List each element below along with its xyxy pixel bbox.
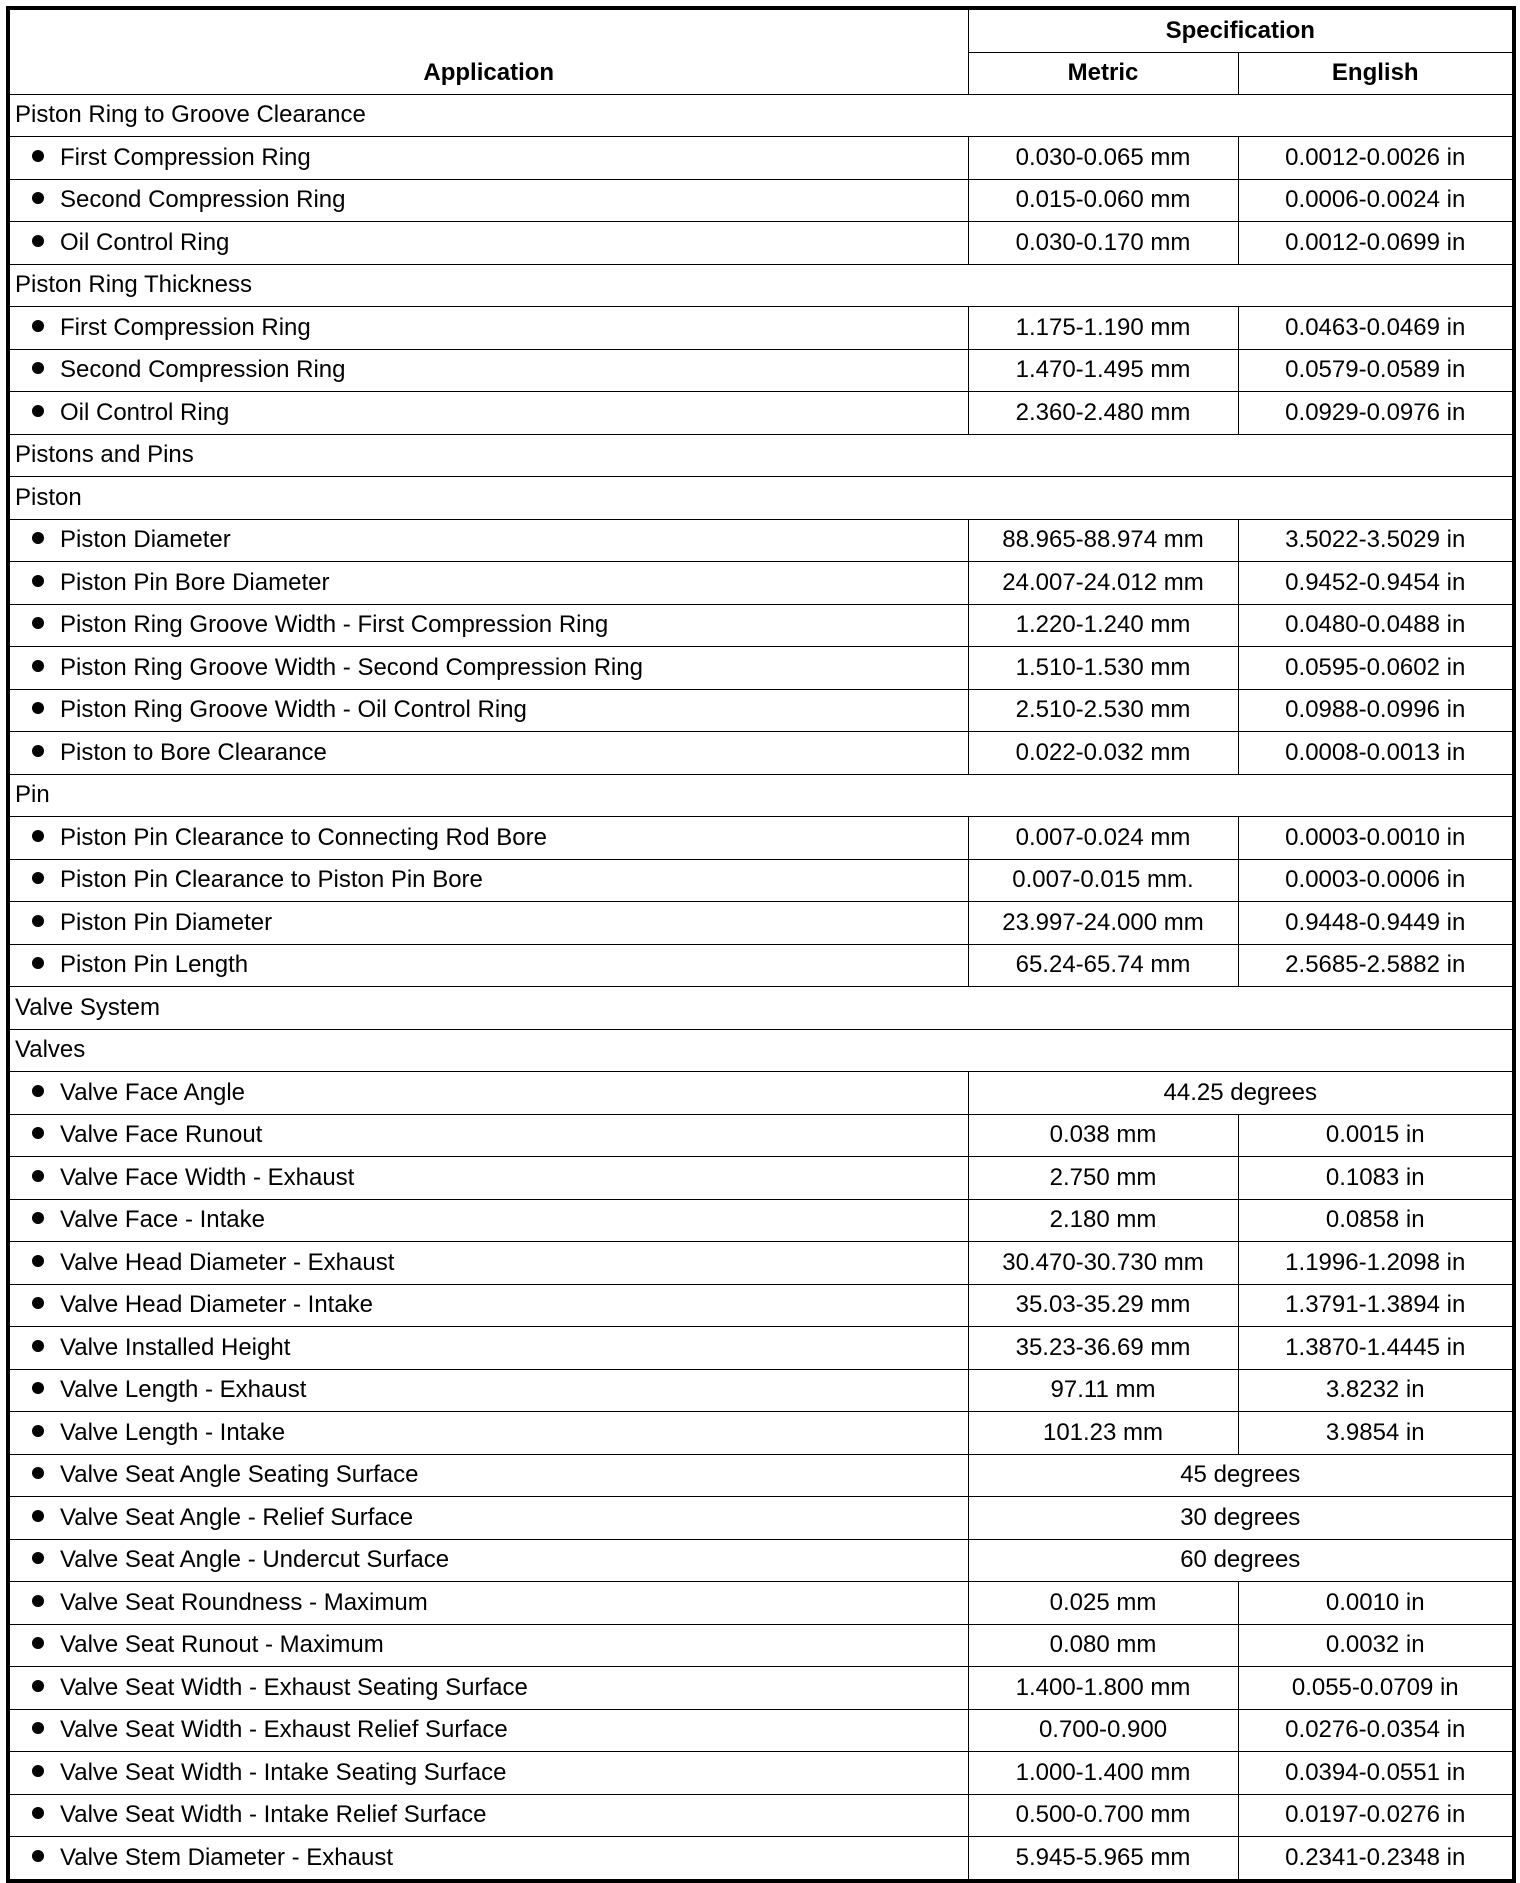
english-value-cell: 0.0003-0.0010 in (1238, 817, 1514, 860)
bullet-icon (32, 745, 44, 757)
application-cell (8, 1412, 968, 1455)
bullet-icon (32, 575, 44, 587)
english-value-cell: 1.3791-1.3894 in (1238, 1284, 1514, 1327)
table-row (8, 647, 1514, 690)
application-label: Piston Pin Clearance to Piston Pin Bore (60, 866, 483, 894)
application-label: Piston Pin Bore Diameter (60, 568, 330, 596)
table-row (8, 349, 1514, 392)
application-cell (8, 1539, 968, 1582)
english-value-cell: 2.5685-2.5882 in (1238, 944, 1514, 987)
english-value-cell: 1.1996-1.2098 in (1238, 1242, 1514, 1285)
english-value-cell: 0.0394-0.0551 in (1238, 1752, 1514, 1795)
metric-value-cell: 0.038 mm (968, 1114, 1238, 1157)
application-label: Valve Seat Width - Exhaust Relief Surface (60, 1716, 508, 1744)
header-row-top (8, 8, 1514, 52)
application-cell (8, 1497, 968, 1540)
metric-value-cell: 97.11 mm (968, 1369, 1238, 1412)
section-row (8, 434, 1514, 477)
metric-value-cell: 101.23 mm (968, 1412, 1238, 1455)
english-value-cell: 3.5022-3.5029 in (1238, 519, 1514, 562)
bullet-icon (32, 1212, 44, 1224)
metric-value-cell: 1.220-1.240 mm (968, 604, 1238, 647)
bullet-icon (32, 1467, 44, 1479)
english-value-cell: 0.0010 in (1238, 1582, 1514, 1625)
english-value-cell: 0.0032 in (1238, 1624, 1514, 1667)
application-label: Piston to Bore Clearance (60, 738, 327, 766)
table-row (8, 1242, 1514, 1285)
application-cell (8, 179, 968, 222)
english-value-cell: 0.0197-0.0276 in (1238, 1794, 1514, 1837)
english-value-cell: 0.0006-0.0024 in (1238, 179, 1514, 222)
metric-value-cell: 35.03-35.29 mm (968, 1284, 1238, 1327)
table-row (8, 604, 1514, 647)
bullet-icon (32, 1637, 44, 1649)
english-value-cell: 3.9854 in (1238, 1412, 1514, 1455)
specification-column-header: Specification (968, 8, 1514, 52)
application-label: Piston Pin Diameter (60, 908, 273, 936)
application-label: Valve Seat Roundness - Maximum (60, 1588, 428, 1616)
application-label: Piston Diameter (60, 526, 231, 554)
application-label: First Compression Ring (60, 143, 311, 171)
table-row (8, 1709, 1514, 1752)
application-cell (8, 1794, 968, 1837)
table-row (8, 1837, 1514, 1881)
section-label: Valves (8, 1029, 1514, 1072)
bullet-icon (32, 1297, 44, 1309)
table-row (8, 689, 1514, 732)
bullet-icon (32, 872, 44, 884)
combined-value-cell: 45 degrees (968, 1454, 1514, 1497)
application-cell (8, 1582, 968, 1625)
table-row (8, 1412, 1514, 1455)
application-cell (8, 1624, 968, 1667)
application-label: Oil Control Ring (60, 228, 230, 256)
bullet-icon (32, 1255, 44, 1267)
metric-column-header: Metric (968, 52, 1238, 94)
application-label: Valve Stem Diameter - Exhaust (60, 1843, 394, 1871)
bullet-icon (32, 192, 44, 204)
bullet-icon (32, 1127, 44, 1139)
metric-value-cell: 0.080 mm (968, 1624, 1238, 1667)
bullet-icon (32, 362, 44, 374)
table-row (8, 519, 1514, 562)
table-row (8, 859, 1514, 902)
table-row (8, 944, 1514, 987)
application-cell (8, 859, 968, 902)
application-label: Valve Seat Width - Intake Seating Surface (60, 1758, 507, 1786)
application-label: Valve Face Width - Exhaust (60, 1163, 355, 1191)
bullet-icon (32, 957, 44, 969)
bullet-icon (32, 1510, 44, 1522)
english-value-cell: 0.1083 in (1238, 1157, 1514, 1200)
english-value-cell: 0.0595-0.0602 in (1238, 647, 1514, 690)
application-cell (8, 1369, 968, 1412)
application-cell (8, 732, 968, 775)
english-value-cell: 0.0480-0.0488 in (1238, 604, 1514, 647)
combined-value-cell: 60 degrees (968, 1539, 1514, 1582)
metric-value-cell: 0.015-0.060 mm (968, 179, 1238, 222)
bullet-icon (32, 702, 44, 714)
application-label: First Compression Ring (60, 313, 311, 341)
application-cell (8, 944, 968, 987)
bullet-icon (32, 1340, 44, 1352)
metric-value-cell: 5.945-5.965 mm (968, 1837, 1238, 1881)
table-row (8, 1794, 1514, 1837)
metric-value-cell: 1.470-1.495 mm (968, 349, 1238, 392)
table-row (8, 1327, 1514, 1370)
english-value-cell: 0.0015 in (1238, 1114, 1514, 1157)
table-row (8, 1157, 1514, 1200)
application-cell (8, 1454, 968, 1497)
application-cell (8, 307, 968, 350)
application-label: Piston Ring Groove Width - First Compression Ring (60, 611, 609, 639)
english-value-cell: 0.0929-0.0976 in (1238, 392, 1514, 435)
metric-value-cell: 65.24-65.74 mm (968, 944, 1238, 987)
application-cell (8, 137, 968, 180)
application-cell (8, 1327, 968, 1370)
english-value-cell: 0.0463-0.0469 in (1238, 307, 1514, 350)
application-cell (8, 1242, 968, 1285)
table-row (8, 1284, 1514, 1327)
english-value-cell: 0.055-0.0709 in (1238, 1667, 1514, 1710)
section-row (8, 774, 1514, 817)
table-body (8, 94, 1514, 1881)
bullet-icon (32, 1595, 44, 1607)
application-cell (8, 1114, 968, 1157)
english-value-cell: 0.9452-0.9454 in (1238, 562, 1514, 605)
english-value-cell: 0.9448-0.9449 in (1238, 902, 1514, 945)
section-row (8, 94, 1514, 137)
application-label: Piston Pin Clearance to Connecting Rod Bore (60, 823, 547, 851)
application-cell (8, 902, 968, 945)
application-label: Second Compression Ring (60, 356, 346, 384)
bullet-icon (32, 1170, 44, 1182)
bullet-icon (32, 660, 44, 672)
application-cell (8, 1837, 968, 1881)
application-cell (8, 689, 968, 732)
english-value-cell: 0.0012-0.0699 in (1238, 222, 1514, 265)
english-value-cell: 0.0988-0.0996 in (1238, 689, 1514, 732)
english-value-cell: 0.0579-0.0589 in (1238, 349, 1514, 392)
table-row (8, 1752, 1514, 1795)
bullet-icon (32, 320, 44, 332)
section-row (8, 1029, 1514, 1072)
application-label: Valve Face Angle (60, 1078, 246, 1106)
table-row (8, 1539, 1514, 1582)
metric-value-cell: 0.500-0.700 mm (968, 1794, 1238, 1837)
application-cell (8, 604, 968, 647)
application-cell (8, 1199, 968, 1242)
application-label: Valve Face - Intake (60, 1206, 265, 1234)
english-value-cell: 0.0276-0.0354 in (1238, 1709, 1514, 1752)
bullet-icon (32, 1552, 44, 1564)
english-column-header: English (1238, 52, 1514, 94)
application-label: Valve Seat Angle Seating Surface (60, 1461, 419, 1489)
application-cell (8, 1157, 968, 1200)
metric-value-cell: 24.007-24.012 mm (968, 562, 1238, 605)
application-label: Valve Length - Exhaust (60, 1376, 307, 1404)
metric-value-cell: 1.000-1.400 mm (968, 1752, 1238, 1795)
section-label: Pin (8, 774, 1514, 817)
specification-table (6, 6, 1516, 1883)
metric-value-cell: 0.025 mm (968, 1582, 1238, 1625)
table-row (8, 1624, 1514, 1667)
table-row (8, 137, 1514, 180)
section-row (8, 477, 1514, 520)
metric-value-cell: 2.360-2.480 mm (968, 392, 1238, 435)
table-row (8, 902, 1514, 945)
metric-value-cell: 88.965-88.974 mm (968, 519, 1238, 562)
english-value-cell: 0.0858 in (1238, 1199, 1514, 1242)
english-value-cell: 0.0012-0.0026 in (1238, 137, 1514, 180)
bullet-icon (32, 1425, 44, 1437)
table-header (8, 8, 1514, 94)
bullet-icon (32, 830, 44, 842)
bullet-icon (32, 1765, 44, 1777)
bullet-icon (32, 1850, 44, 1862)
metric-value-cell: 1.510-1.530 mm (968, 647, 1238, 690)
application-cell (8, 349, 968, 392)
section-row (8, 264, 1514, 307)
application-cell (8, 1667, 968, 1710)
metric-value-cell: 2.510-2.530 mm (968, 689, 1238, 732)
table-row (8, 307, 1514, 350)
application-label: Piston Ring Groove Width - Oil Control Ring (60, 696, 527, 724)
metric-value-cell: 2.180 mm (968, 1199, 1238, 1242)
metric-value-cell: 23.997-24.000 mm (968, 902, 1238, 945)
application-label: Piston Pin Length (60, 951, 249, 979)
bullet-icon (32, 1722, 44, 1734)
table-row (8, 1454, 1514, 1497)
application-column-header: Application (8, 8, 968, 94)
application-label: Valve Seat Angle - Relief Surface (60, 1503, 414, 1531)
table-row (8, 817, 1514, 860)
metric-value-cell: 0.030-0.170 mm (968, 222, 1238, 265)
combined-value-cell: 30 degrees (968, 1497, 1514, 1540)
bullet-icon (32, 1680, 44, 1692)
table-row (8, 1667, 1514, 1710)
english-value-cell: 0.0008-0.0013 in (1238, 732, 1514, 775)
application-label: Valve Length - Intake (60, 1418, 286, 1446)
section-row (8, 987, 1514, 1030)
metric-value-cell: 30.470-30.730 mm (968, 1242, 1238, 1285)
bullet-icon (32, 405, 44, 417)
metric-value-cell: 2.750 mm (968, 1157, 1238, 1200)
bullet-icon (32, 915, 44, 927)
english-value-cell: 3.8232 in (1238, 1369, 1514, 1412)
application-cell (8, 1752, 968, 1795)
table-row (8, 392, 1514, 435)
table-row (8, 562, 1514, 605)
table-row (8, 222, 1514, 265)
table-row (8, 1072, 1514, 1115)
bullet-icon (32, 1382, 44, 1394)
application-label: Valve Seat Width - Exhaust Seating Surface (60, 1673, 528, 1701)
application-label: Valve Head Diameter - Exhaust (60, 1248, 395, 1276)
bullet-icon (32, 235, 44, 247)
metric-value-cell: 0.007-0.015 mm. (968, 859, 1238, 902)
metric-value-cell: 1.400-1.800 mm (968, 1667, 1238, 1710)
metric-value-cell: 0.030-0.065 mm (968, 137, 1238, 180)
application-label: Valve Head Diameter - Intake (60, 1291, 374, 1319)
application-label: Valve Seat Angle - Undercut Surface (60, 1546, 450, 1574)
section-label: Piston Ring to Groove Clearance (8, 94, 1514, 137)
application-label: Valve Face Runout (60, 1121, 263, 1149)
application-label: Oil Control Ring (60, 398, 230, 426)
english-value-cell: 0.2341-0.2348 in (1238, 1837, 1514, 1881)
table-row (8, 1369, 1514, 1412)
bullet-icon (32, 1085, 44, 1097)
application-label: Valve Seat Width - Intake Relief Surface (60, 1801, 487, 1829)
application-cell (8, 1284, 968, 1327)
application-cell (8, 1072, 968, 1115)
bullet-icon (32, 532, 44, 544)
section-label: Piston Ring Thickness (8, 264, 1514, 307)
application-label: Piston Ring Groove Width - Second Compression Ring (60, 653, 643, 681)
combined-value-cell: 44.25 degrees (968, 1072, 1514, 1115)
metric-value-cell: 0.022-0.032 mm (968, 732, 1238, 775)
table-row (8, 1582, 1514, 1625)
application-label: Second Compression Ring (60, 186, 346, 214)
table-row (8, 179, 1514, 222)
metric-value-cell: 0.700-0.900 (968, 1709, 1238, 1752)
bullet-icon (32, 150, 44, 162)
english-value-cell: 0.0003-0.0006 in (1238, 859, 1514, 902)
section-label: Valve System (8, 987, 1514, 1030)
metric-value-cell: 0.007-0.024 mm (968, 817, 1238, 860)
application-label: Valve Seat Runout - Maximum (60, 1631, 384, 1659)
application-cell (8, 1709, 968, 1752)
application-cell (8, 519, 968, 562)
metric-value-cell: 35.23-36.69 mm (968, 1327, 1238, 1370)
metric-value-cell: 1.175-1.190 mm (968, 307, 1238, 350)
table-row (8, 1114, 1514, 1157)
application-cell (8, 562, 968, 605)
english-value-cell: 1.3870-1.4445 in (1238, 1327, 1514, 1370)
bullet-icon (32, 617, 44, 629)
application-cell (8, 392, 968, 435)
table-row (8, 1497, 1514, 1540)
section-label: Piston (8, 477, 1514, 520)
application-cell (8, 222, 968, 265)
section-label: Pistons and Pins (8, 434, 1514, 477)
bullet-icon (32, 1807, 44, 1819)
table-row (8, 1199, 1514, 1242)
table-row (8, 732, 1514, 775)
application-label: Valve Installed Height (60, 1333, 291, 1361)
application-cell (8, 647, 968, 690)
application-cell (8, 817, 968, 860)
